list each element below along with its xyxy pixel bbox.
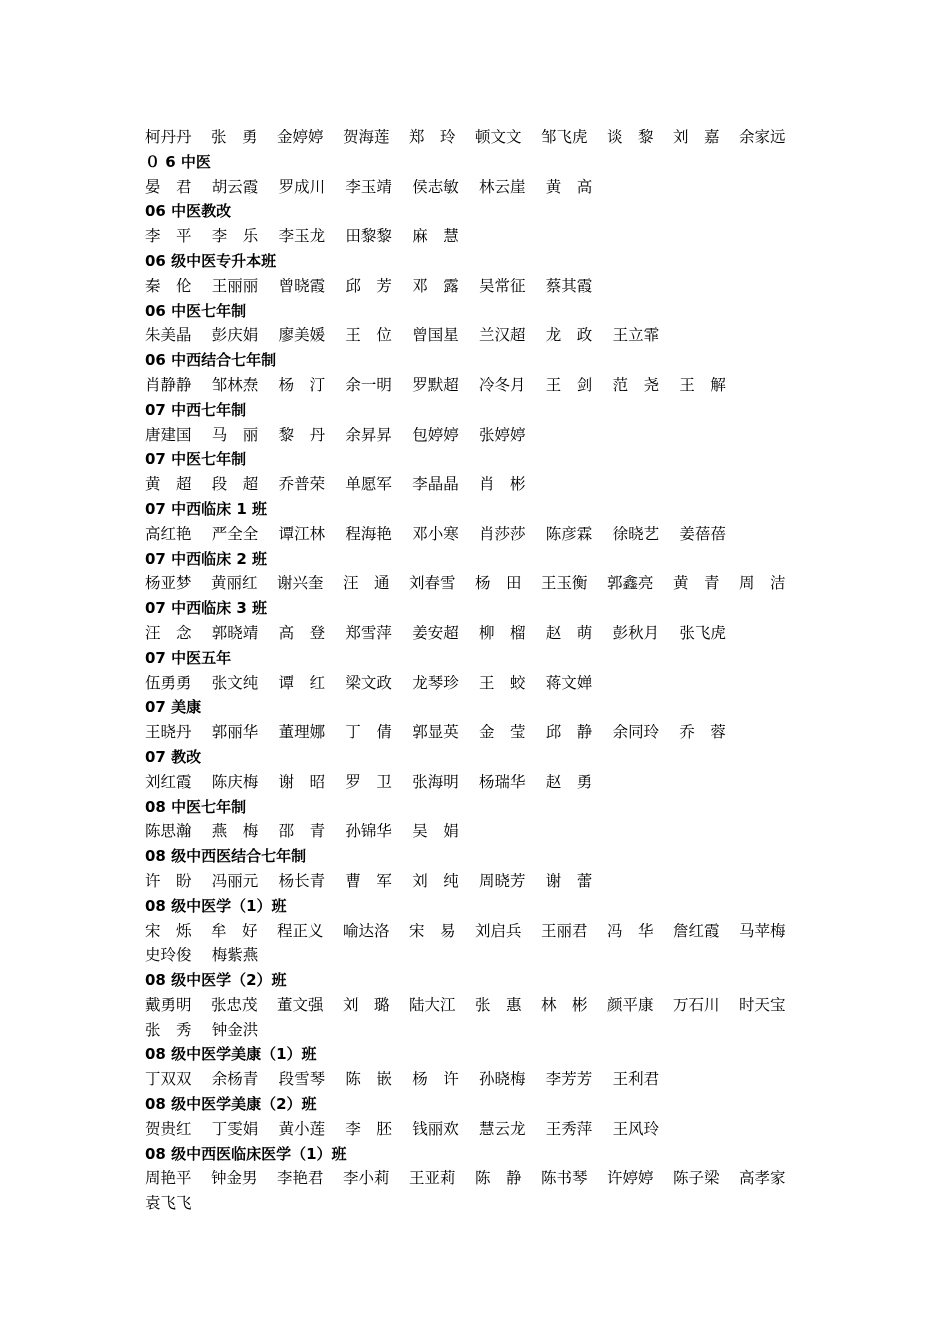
student-name: 蒋文婵: [545, 673, 593, 692]
student-name: 肖莎莎: [478, 524, 526, 543]
student-name: 陈 静: [475, 1169, 522, 1188]
student-name: 金 莹: [478, 723, 526, 742]
student-name: 程海艳: [345, 524, 392, 543]
name-row: [145, 323, 805, 348]
class-heading: 07 中医五年: [145, 648, 232, 667]
student-name: 董理娜: [278, 723, 326, 742]
student-name: 邓 露: [412, 276, 459, 295]
student-name: 高 登: [278, 623, 326, 642]
student-name: 王秀萍: [545, 1119, 593, 1138]
student-name: 肖 彬: [478, 475, 526, 494]
student-name: 黄 高: [545, 177, 593, 196]
student-name: 颜平康: [607, 995, 654, 1014]
student-name: 晏 君: [145, 177, 192, 196]
student-name: 王立霏: [612, 326, 660, 345]
student-name: 李芳芳: [545, 1070, 593, 1089]
student-name: 姜安超: [412, 623, 459, 642]
student-name: 刘启兵: [475, 921, 522, 940]
name-row: [145, 770, 805, 795]
student-name: 彭秋月: [612, 623, 660, 642]
student-name: 董文强: [277, 995, 324, 1014]
name-row: [145, 671, 805, 696]
class-heading: 08 级中医学（2）班: [145, 971, 287, 990]
student-name: 程正义: [277, 921, 324, 940]
name-row: [145, 1018, 805, 1043]
student-name: 郑雪萍: [345, 623, 392, 642]
student-name: 詹红霞: [673, 921, 720, 940]
student-name: 柳 榴: [478, 623, 526, 642]
student-name: 钟金男: [211, 1169, 258, 1188]
student-name: 王利君: [612, 1070, 660, 1089]
student-name: 郭显英: [412, 723, 459, 742]
class-heading: 06 级中医专升本班: [145, 251, 277, 270]
student-name: 伍勇勇: [145, 673, 192, 692]
student-name: 罗 卫: [345, 772, 392, 791]
student-name: 姜蓓蓓: [679, 524, 726, 543]
student-name: 孙晓梅: [478, 1070, 526, 1089]
student-name: 牟 好: [211, 921, 258, 940]
student-name: 包婷婷: [412, 425, 459, 444]
student-name: 周晓芳: [478, 871, 526, 890]
student-name: 许 盼: [145, 871, 192, 890]
student-name: 谢兴奎: [277, 574, 324, 593]
student-name: 汪 通: [343, 574, 390, 593]
student-name: 赵 勇: [545, 772, 593, 791]
student-name: 谭 红: [278, 673, 326, 692]
name-row: [145, 472, 805, 497]
student-name: 王亚莉: [409, 1169, 456, 1188]
student-name: 刘春雪: [409, 574, 456, 593]
student-name: 龙 政: [545, 326, 593, 345]
student-name: 孙锦华: [345, 822, 392, 841]
student-name: 余家远: [739, 128, 786, 146]
student-name: 史玲俊: [145, 946, 192, 965]
class-heading: 07 美康: [145, 698, 202, 717]
student-name: 杨长青: [278, 871, 326, 890]
student-name: 单愿军: [345, 475, 392, 494]
student-name: 胡云霞: [211, 177, 259, 196]
student-name: 徐晓艺: [612, 524, 660, 543]
student-name: 曾晓霞: [278, 276, 326, 295]
student-name: 肖静静: [145, 375, 192, 394]
class-heading: 08 级中医学（1）班: [145, 896, 287, 915]
student-name: 黄小莲: [278, 1119, 326, 1138]
student-name: 吴常征: [478, 276, 526, 295]
class-heading: 07 教改: [145, 747, 202, 766]
student-name: 周艳平: [145, 1169, 192, 1188]
student-name: 严全全: [211, 524, 259, 543]
student-name: 陈子梁: [673, 1169, 720, 1188]
student-name: 谢 昭: [278, 772, 326, 791]
student-name: 刘 嘉: [673, 128, 720, 146]
student-name: 李 乐: [211, 227, 259, 246]
student-name: 张婷婷: [478, 425, 526, 444]
student-name: 蔡其霞: [545, 276, 593, 295]
student-name: 段 超: [211, 475, 259, 494]
name-row: [145, 1067, 805, 1092]
class-heading: 08 级中医学美康（1）班: [145, 1045, 317, 1064]
student-name: 袁飞飞: [145, 1194, 192, 1213]
name-row: [145, 373, 805, 398]
student-name: 邹林焘: [211, 375, 259, 394]
name-row: [145, 1191, 805, 1216]
student-name: 张 勇: [211, 128, 258, 146]
student-name: 范 尧: [612, 375, 660, 394]
student-name: 周 洁: [739, 574, 786, 593]
class-heading: 06 中医教改: [145, 202, 232, 221]
class-heading: 07 中西临床 2 班: [145, 549, 267, 568]
student-name: 高红艳: [145, 524, 192, 543]
student-name: 邵 青: [278, 822, 326, 841]
student-name: 郭鑫亮: [607, 574, 654, 593]
student-name: 龙琴珍: [412, 673, 459, 692]
student-name: 梅紫燕: [211, 946, 259, 965]
student-name: 谢 蕾: [545, 871, 593, 890]
student-name: 罗默超: [412, 375, 459, 394]
student-name: 杨 汀: [278, 375, 326, 394]
student-name: 许婷婷: [607, 1169, 654, 1188]
student-name: 张海明: [412, 772, 459, 791]
student-name: 顿文文: [475, 128, 522, 146]
student-name: 喻达洛: [343, 921, 390, 940]
student-name: 梁文政: [345, 673, 392, 692]
student-name: 贺贵红: [145, 1119, 192, 1138]
student-name: 李艳君: [277, 1169, 324, 1188]
student-name: 侯志敏: [412, 177, 459, 196]
student-name: 张 秀: [145, 1020, 192, 1039]
student-name: 朱美晶: [145, 326, 192, 345]
student-name: 罗成川: [278, 177, 326, 196]
name-row: [145, 1117, 805, 1142]
student-name: 李 胚: [345, 1119, 392, 1138]
student-name: 秦 伦: [145, 276, 192, 295]
student-name: 王丽丽: [211, 276, 259, 295]
student-name: 陈思瀚: [145, 822, 192, 841]
student-name: 黄 超: [145, 475, 192, 494]
student-name: 宋 易: [409, 921, 456, 940]
student-name: 黎 丹: [278, 425, 326, 444]
student-name: 贺海莲: [343, 128, 390, 146]
student-name: 丁双双: [145, 1070, 192, 1089]
class-heading: 08 级中西医结合七年制: [145, 847, 307, 866]
student-name: 李晶晶: [412, 475, 459, 494]
student-name: 唐建国: [145, 425, 192, 444]
student-name: 金婷婷: [277, 128, 324, 146]
name-row: [145, 571, 805, 596]
student-name: 曾国星: [412, 326, 459, 345]
student-name: 王 位: [345, 326, 392, 345]
student-name: 时天宝: [739, 995, 786, 1014]
student-name: 慧云龙: [478, 1119, 526, 1138]
class-heading: 08 级中医学美康（2）班: [145, 1095, 317, 1114]
student-name: 李 平: [145, 227, 192, 246]
student-name: 高孝家: [739, 1169, 786, 1188]
name-row: [145, 621, 805, 646]
student-name: 杨瑞华: [478, 772, 526, 791]
student-name: 王晓丹: [145, 723, 192, 742]
name-row: [145, 919, 805, 944]
name-row: [145, 175, 805, 200]
student-name: 段雪琴: [278, 1070, 326, 1089]
student-name: 王丽君: [541, 921, 588, 940]
student-name: 杨 许: [412, 1070, 459, 1089]
student-name: 邱 芳: [345, 276, 392, 295]
name-row: [145, 522, 805, 547]
class-heading: 07 中西七年制: [145, 400, 247, 419]
student-name: 王 蛟: [478, 673, 526, 692]
student-name: 余同玲: [612, 723, 660, 742]
student-name: 乔普荣: [278, 475, 326, 494]
student-name: 钱丽欢: [412, 1119, 459, 1138]
student-name: 汪 念: [145, 623, 192, 642]
student-name: 郭丽华: [211, 723, 259, 742]
student-name: 钟金洪: [211, 1020, 259, 1039]
student-name: 郭晓靖: [211, 623, 259, 642]
student-name: 张忠茂: [211, 995, 258, 1014]
class-heading: 08 级中西医临床医学（1）班: [145, 1144, 347, 1163]
class-heading: 07 中西临床 3 班: [145, 599, 267, 618]
student-name: 燕 梅: [211, 822, 259, 841]
student-name: 刘 璐: [343, 995, 390, 1014]
student-name: 陈 嵌: [345, 1070, 392, 1089]
student-name: 陈庆梅: [211, 772, 259, 791]
student-name: 陈书琴: [541, 1169, 588, 1188]
student-name: 王 剑: [545, 375, 593, 394]
name-row: [145, 423, 805, 448]
name-row: [145, 720, 805, 745]
name-row: [145, 1166, 805, 1191]
student-name: 吴 娟: [412, 822, 459, 841]
student-name: 彭庆娟: [211, 326, 259, 345]
student-name: 张 惠: [475, 995, 522, 1014]
student-name: 马 丽: [211, 425, 259, 444]
student-name: 陆大江: [409, 995, 456, 1014]
name-row: [145, 125, 805, 150]
student-name: 乔 蓉: [679, 723, 726, 742]
student-name: 万石川: [673, 995, 720, 1014]
class-heading: 08 中医七年制: [145, 797, 247, 816]
student-name: 王风玲: [612, 1119, 660, 1138]
student-name: 丁 倩: [345, 723, 392, 742]
class-heading: 06 中医七年制: [145, 301, 247, 320]
student-name: 赵 萌: [545, 623, 593, 642]
class-heading: 07 中医七年制: [145, 450, 247, 469]
student-name: 杨亚梦: [145, 574, 192, 593]
student-name: 李玉龙: [278, 227, 326, 246]
student-name: 邓小寒: [412, 524, 459, 543]
student-name: 刘红霞: [145, 772, 192, 791]
class-heading: ０ 6 中医: [145, 152, 211, 171]
student-name: 田黎黎: [345, 227, 392, 246]
name-row: [145, 819, 805, 844]
student-name: 杨 田: [475, 574, 522, 593]
student-name: 李小莉: [343, 1169, 390, 1188]
student-name: 宋 烁: [145, 921, 192, 940]
student-name: 余一明: [345, 375, 392, 394]
student-name: 冯 华: [607, 921, 654, 940]
student-name: 谈 黎: [607, 128, 654, 146]
student-name: 刘 纯: [412, 871, 459, 890]
student-name: 余杨青: [211, 1070, 259, 1089]
student-name: 王 解: [679, 375, 726, 394]
student-name: 张文纯: [211, 673, 259, 692]
student-name: 张飞虎: [679, 623, 726, 642]
name-row: [145, 869, 805, 894]
class-heading: 06 中西结合七年制: [145, 351, 277, 370]
student-name: 兰汉超: [478, 326, 526, 345]
student-name: 柯丹丹: [145, 128, 192, 146]
student-name: 冷冬月: [478, 375, 526, 394]
student-name: 林云崖: [478, 177, 526, 196]
class-heading: 07 中西临床 1 班: [145, 499, 267, 518]
student-name: 曹 军: [345, 871, 392, 890]
document-page: [145, 125, 805, 1216]
student-name: 麻 慧: [412, 227, 459, 246]
student-name: 马苹梅: [739, 921, 786, 940]
student-name: 廖美媛: [278, 326, 326, 345]
student-name: 丁雯娟: [211, 1119, 259, 1138]
student-name: 邹飞虎: [541, 128, 588, 146]
student-name: 谭江林: [278, 524, 326, 543]
student-name: 戴勇明: [145, 995, 192, 1014]
student-name: 李玉靖: [345, 177, 392, 196]
student-name: 余昇昇: [345, 425, 392, 444]
name-row: [145, 224, 805, 249]
name-row: [145, 993, 805, 1018]
student-name: 郑 玲: [409, 128, 456, 146]
student-name: 林 彬: [541, 995, 588, 1014]
name-row: [145, 274, 805, 299]
student-name: 黄 青: [673, 574, 720, 593]
student-name: 黄丽红: [211, 574, 258, 593]
student-name: 陈彦霖: [545, 524, 593, 543]
name-row: [145, 943, 805, 968]
student-name: 冯丽元: [211, 871, 259, 890]
student-name: 邱 静: [545, 723, 593, 742]
student-name: 王玉衡: [541, 574, 588, 593]
